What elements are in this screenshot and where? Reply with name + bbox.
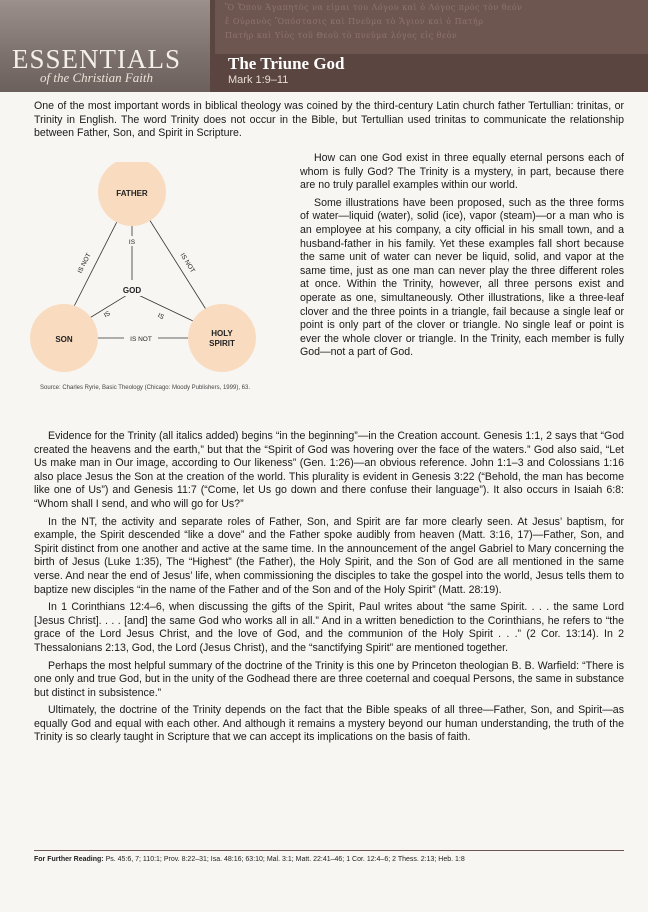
greek-line: ἔ Οὐρανὸς Ὃπόστασις καὶ Πνεῦμα τὸ Ἅγιον καὶ ὁ Πατήρ — [225, 17, 484, 26]
main-text — [34, 430, 624, 749]
series-title: ESSENTIALS — [12, 44, 182, 74]
is-label-father: IS — [128, 239, 136, 246]
god-label: GOD — [122, 286, 142, 295]
paragraph: Some illustrations have been proposed, such as the three forms of water—liquid (water), solid (ice), vapor (steam)—or a man who is an employee at his company, a city official in his small town, and a husband-father in his family. Yet these examples fall short because the same unit of water can never be liquid, solid, and vapor at the same time, just as one man can never play the three different roles at once. Within the Trinity, however, all three persons exist and operate as one, simultaneously. Other illustrations, like a three-leaf clover and the three points in a triangle, fail because a single leaf or point is only part of the clover or triangle. No single leaf or point is ever the whole clover or triangle. In the Trinity, each member is fully God—not a part of God. — [300, 196, 624, 359]
paragraph: Ultimately, the doctrine of the Trinity depends on the fact that the Bible speaks of all three—Father, Son, and Spirit—as equally God and equal with each other. And although it remains a mystery beyond our human understanding, the truth of the Trinity is so clearly taught in Scripture that we can accept its implications on the basis of faith. — [34, 704, 624, 744]
header-banner — [0, 0, 648, 92]
son-label: SON — [55, 335, 73, 344]
diagram-source: Source: Charles Ryrie, Basic Theology (Chicago: Moody Publishers, 1999), 63. — [40, 385, 250, 391]
paragraph: How can one God exist in three equally eternal persons each of whom is fully God? The Trinity is a mystery, in part, because there are no truly parallel examples within our world. — [300, 152, 624, 192]
is-not-label-left: IS NOT — [76, 252, 93, 275]
right-column — [300, 152, 624, 364]
is-not-label-bottom: IS NOT — [130, 336, 152, 343]
spirit-label-line2: SPIRIT — [209, 339, 235, 348]
greek-line: Πατὴρ καὶ Υἱὸς τοῦ Θεοῦ τὸ πνεῦμα λόγος εἰς θεὸν — [225, 31, 458, 40]
is-label-spirit: IS — [156, 312, 166, 322]
further-reading-label: For Further Reading: — [34, 856, 104, 863]
spirit-label-line1: HOLY — [211, 329, 233, 338]
paragraph: In 1 Corinthians 12:4–6, when discussing the gifts of the Spirit, Paul writes about “the same Spirit. . . . the same Lord [Jesus Christ]. . . . [and] the same God who works all in all.” And in a written benediction to the Corinthians, he refers to “the grace of the Lord Jesus Christ, and the love of God, and the communion of the Holy Spirit . . .” (2 Cor. 13:14). In 2 Thessalonians 2:13, God, the Lord (Jesus Christ), and the “sanctifying Spirit” are mentioned together. — [34, 601, 624, 654]
further-reading — [34, 856, 634, 863]
is-label-son: IS — [102, 310, 112, 320]
is-not-label-right: IS NOT — [178, 252, 196, 275]
paragraph: In the NT, the activity and separate roles of Father, Son, and Spirit are far more clearly seen. At Jesus’ baptism, for example, the Spirit descended “like a dove” and the Father spoke audibly from heaven (Matt. 3:16, 17)—Father, Son, and Spirit distinct from one another and active at the same time. In the announcement of the angel Gabriel to Mary concerning the birth of Jesus (Luke 1:35), The “Highest” (the Father), the Holy Spirit, and the Son of God are all mentioned in the same verse. And near the end of Jesus’ life, when commissioning the disciples to take the gospel into the world, Jesus tells them to baptize new disciples “in the name of the Father and of the Son and of the Holy Spirit” (Matt. 28:19). — [34, 515, 624, 596]
greek-line: Ὃ Ὅπου Ἀγαπητὸς να εἰμαι του Λόγου καὶ ὁ Λόγος πρὸς τὸν θεόν — [225, 3, 523, 12]
trinity-diagram — [28, 162, 288, 402]
greek-text-band — [215, 0, 648, 54]
further-reading-refs: Ps. 45:6, 7; 110:1; Prov. 8:22–31; Isa. 48:16; 63:10; Mal. 3:1; Matt. 22:41–46; 1 Cor. 12:4–6; 2 Thess. 2:13; Heb. 1:8 — [105, 856, 465, 863]
paragraph: Perhaps the most helpful summary of the doctrine of the Trinity is this one by Princeton theologian B. B. Warfield: “There is one only and true God, but in the unity of the Godhead there are three coeternal and coequal Persons, the same in substance but distinct in subsistence.” — [34, 659, 624, 699]
spirit-circle — [188, 304, 256, 372]
intro-paragraph — [34, 100, 624, 141]
father-label: FATHER — [116, 189, 148, 198]
lesson-title: The Triune God — [228, 54, 345, 73]
paragraph: Evidence for the Trinity (all italics added) begins “in the beginning”—in the Creation account. Genesis 1:1, 2 says that “God created the heavens and the earth,” but that the “Spirit of God was hovering over the face of the waters.” God also said, “Let Us make man in Our image, according to Our likeness” (Gen. 1:26)—an obvious reference. John 1:1–3 and Colossians 1:16 also place Jesus the Son at the creation of the world. This plurality is evident in Genesis 3:22 (“Behold, the man has become like one of Us”) and Genesis 11:7 (“Come, let Us go down and there confuse their language”). It also occurs in Isaiah 6:8: “Whom shall I send, and who will go for Us?” — [34, 430, 624, 510]
intro-text: One of the most important words in biblical theology was coined by the third-century Latin church father Tertullian: trinitas, or Trinity in English. The word Trinity does not occur in the Bible, but Tertullian used trinitas to communicate the relationship between Father, Son, and Spirit in Scripture. — [34, 100, 624, 140]
lesson-reference: Mark 1:9–11 — [228, 74, 289, 86]
footer-divider — [34, 850, 624, 851]
series-subtitle: of the Christian Faith — [40, 70, 154, 85]
